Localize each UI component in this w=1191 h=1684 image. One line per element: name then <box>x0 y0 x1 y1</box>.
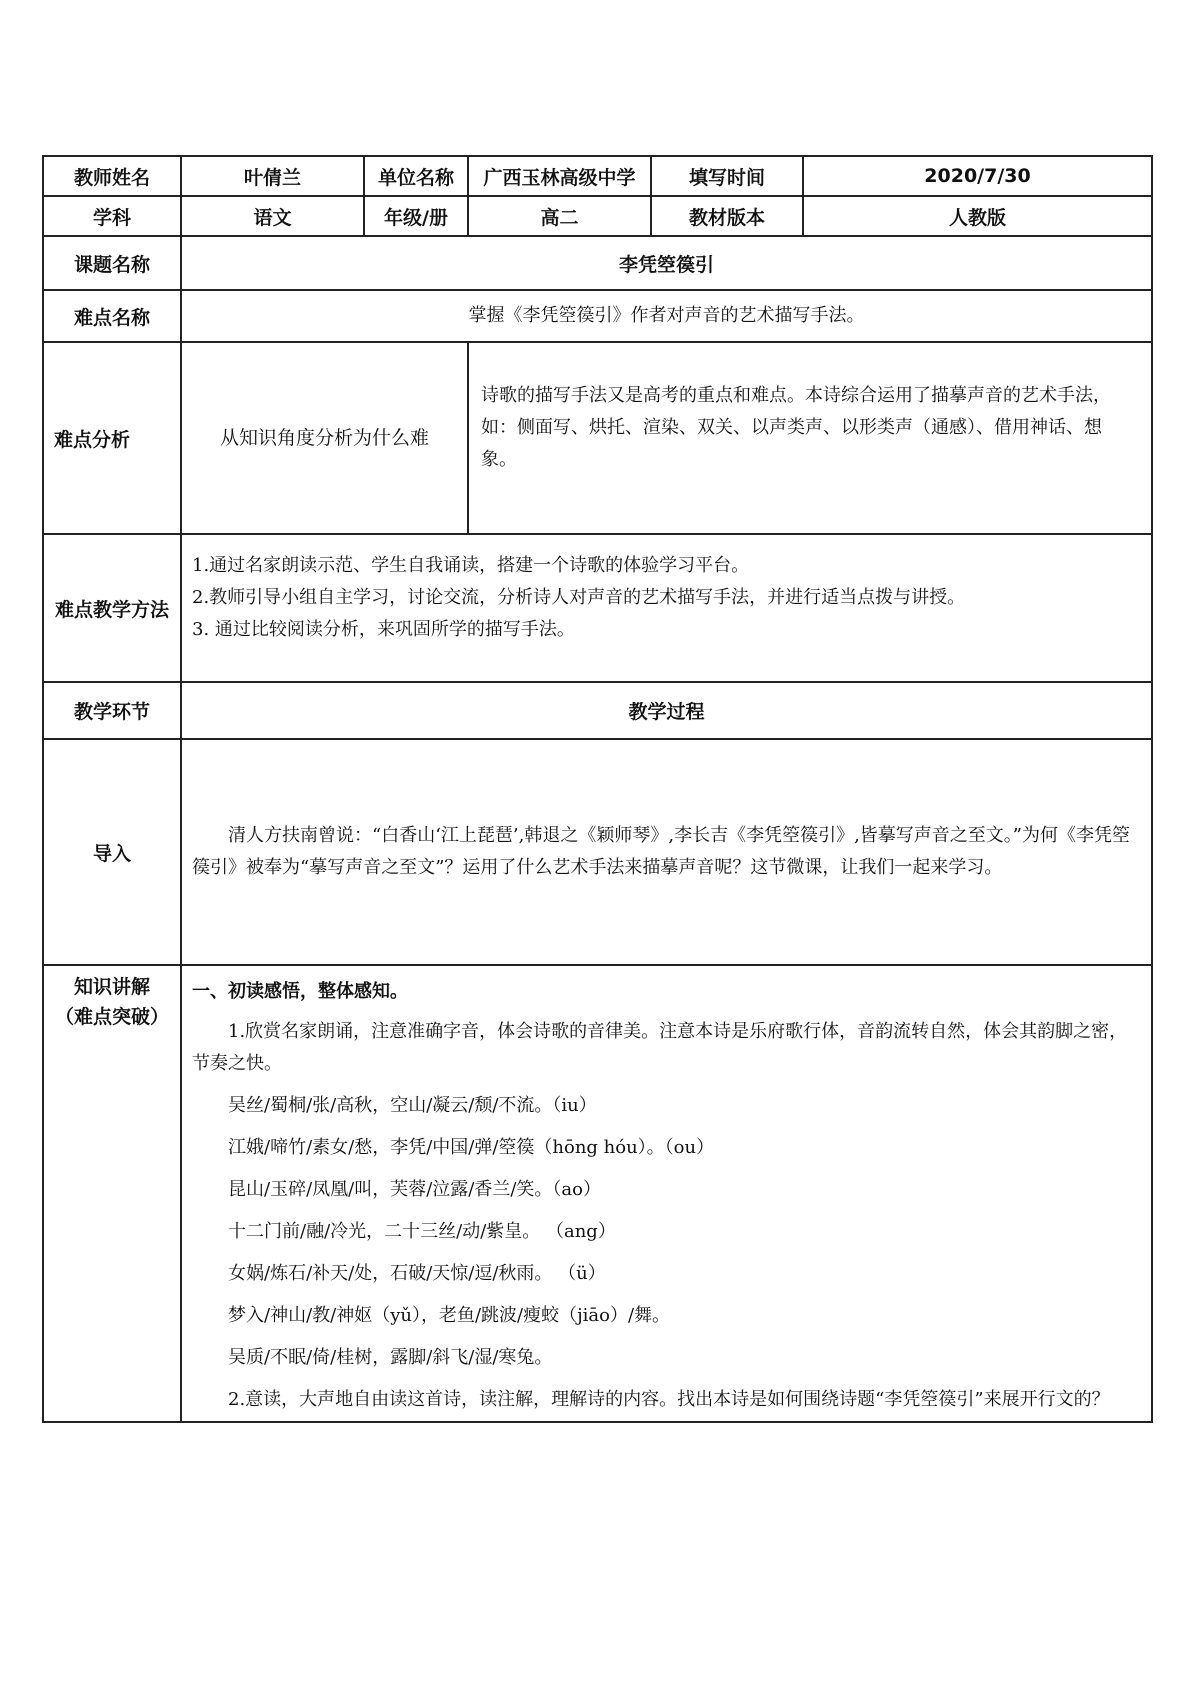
topic-row <box>43 236 1152 290</box>
subject-value: 语文 <box>181 196 364 236</box>
knowledge-para-1: 1.欣赏名家朗诵，注意准确字音，体会诗歌的音律美。注意本诗是乐府歌行体，音韵流转自然，体会其韵脚之密，节奏之快。 <box>192 1021 1128 1074</box>
teacher-name-label: 教师姓名 <box>43 156 181 196</box>
process-row <box>43 682 1152 739</box>
difficulty-value: 掌握《李凭箜篌引》作者对声音的艺术描写手法。 <box>181 290 1152 342</box>
knowledge-label-line1: 知识讲解 <box>73 976 150 998</box>
poem-line: 昆山/玉碎/凤凰/叫，芙蓉/泣露/香兰/笑。（ao） <box>228 1179 601 1200</box>
section-title: 一、初读感悟，整体感知。 <box>192 981 408 1002</box>
difficulty-label: 难点名称 <box>43 290 181 342</box>
unit-name-value: 广西玉林高级中学 <box>468 156 651 196</box>
edition-value: 人教版 <box>803 196 1152 236</box>
fill-date-label: 填写时间 <box>651 156 803 196</box>
knowledge-para-2: 2.意读，大声地自由读这首诗，读注解，理解诗的内容。找出本诗是如何围绕诗题“李凭箜篌引”来展开行文的？ <box>228 1389 1110 1410</box>
lesson-plan-page <box>42 155 1151 1423</box>
knowledge-label <box>43 965 181 1422</box>
poem-line: 吴丝/蜀桐/张/高秋，空山/凝云/颓/不流。（iu） <box>228 1095 597 1116</box>
topic-value: 李凭箜篌引 <box>181 236 1152 290</box>
knowledge-label-line2: （难点突破） <box>54 1006 169 1028</box>
method-text <box>181 534 1152 682</box>
intro-text: 清人方扶南曾说：“白香山‘江上琵琶’,韩退之《颖师琴》,李长吉《李凭箜篌引》,皆摹写声音之至文。”为何《李凭箜篌引》被奉为“摹写声音之至文”？运用了什么艺术手法来描摹声音呢？这节微课，让我们一起来学习。 <box>192 825 1131 878</box>
topic-label: 课题名称 <box>43 236 181 290</box>
method-item: 3. 通过比较阅读分析，来巩固所学的描写手法。 <box>192 619 575 640</box>
analysis-text: 诗歌的描写手法又是高考的重点和难点。本诗综合运用了描摹声音的艺术手法，如：侧面写、烘托、渲染、双关、以声类声、以形类声（通感）、借用神话、想象。 <box>468 342 1152 534</box>
poem-line: 吴质/不眠/倚/桂树，露脚/斜飞/湿/寒兔。 <box>228 1347 553 1368</box>
fill-date-value: 2020/7/30 <box>803 156 1152 196</box>
poem-line: 女娲/炼石/补天/处，石破/天惊/逗/秋雨。 （ü） <box>228 1263 606 1284</box>
header-row-1 <box>43 156 1152 196</box>
method-item: 2.教师引导小组自主学习，讨论交流，分析诗人对声音的艺术描写手法，并进行适当点拨与讲授。 <box>192 587 966 608</box>
lesson-plan-table <box>42 155 1153 1423</box>
analysis-label: 难点分析 <box>43 342 181 534</box>
grade-label: 年级/册 <box>364 196 468 236</box>
teacher-name-value: 叶倩兰 <box>181 156 364 196</box>
method-item: 1.通过名家朗读示范、学生自我诵读，搭建一个诗歌的体验学习平台。 <box>192 555 750 576</box>
process-value: 教学过程 <box>181 682 1152 739</box>
poem-line: 江娥/啼竹/素女/愁，李凭/中国/弹/箜篌（hōng hóu）。（ou） <box>228 1137 715 1158</box>
method-row <box>43 534 1152 682</box>
analysis-row <box>43 342 1152 534</box>
analysis-sub-label: 从知识角度分析为什么难 <box>181 342 468 534</box>
intro-label: 导入 <box>43 739 181 965</box>
knowledge-cell <box>181 965 1152 1422</box>
intro-cell <box>181 739 1152 965</box>
method-label: 难点教学方法 <box>43 534 181 682</box>
unit-name-label: 单位名称 <box>364 156 468 196</box>
difficulty-row <box>43 290 1152 342</box>
edition-label: 教材版本 <box>651 196 803 236</box>
grade-value: 高二 <box>468 196 651 236</box>
knowledge-row <box>43 965 1152 1422</box>
subject-label: 学科 <box>43 196 181 236</box>
poem-line: 梦入/神山/教/神妪（yǔ），老鱼/跳波/瘦蛟（jiāo）/舞。 <box>228 1305 671 1326</box>
header-row-2 <box>43 196 1152 236</box>
poem-line: 十二门前/融/冷光，二十三丝/动/紫皇。 （ang） <box>228 1221 616 1242</box>
intro-row <box>43 739 1152 965</box>
process-label: 教学环节 <box>43 682 181 739</box>
